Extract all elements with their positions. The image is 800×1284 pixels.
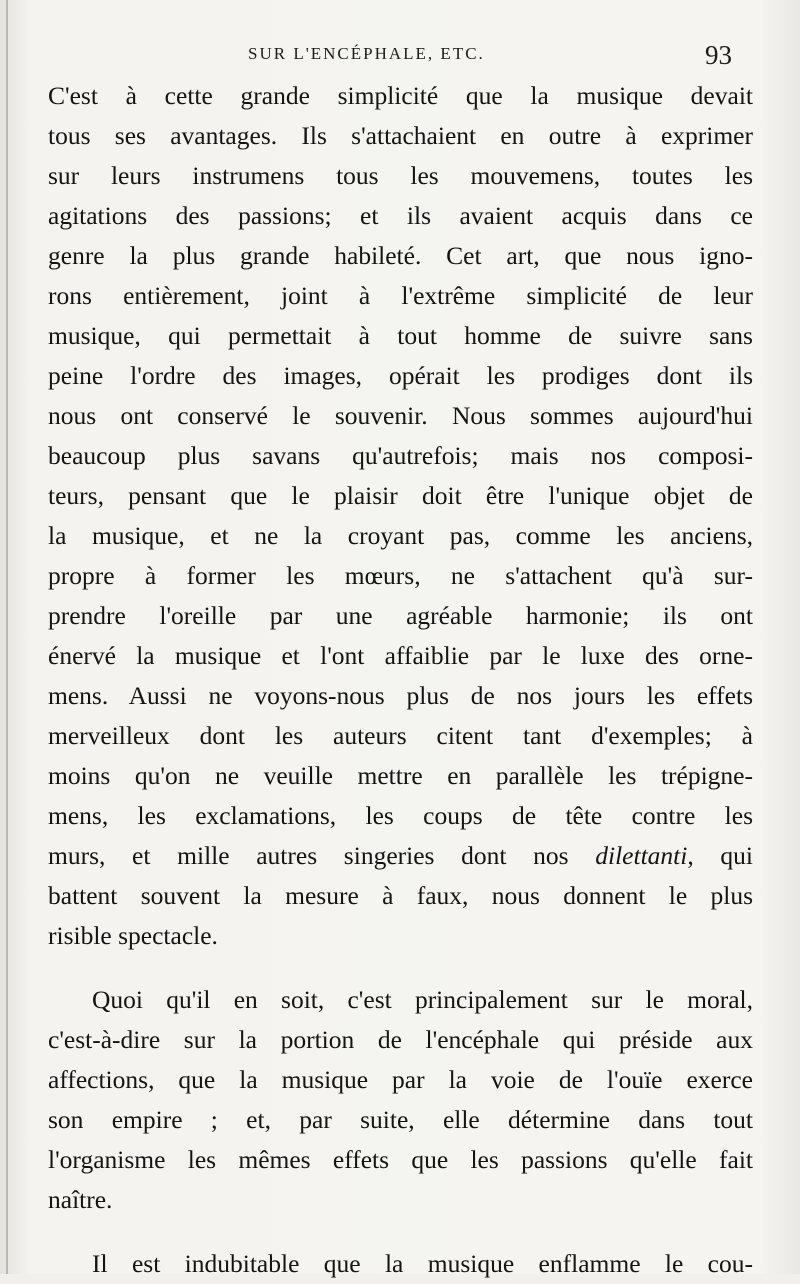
text-line: mens. Aussi ne voyons-nous plus de nos jours les effets (48, 681, 753, 710)
text-line: peine l'ordre des images, opérait les prodiges dont ils (48, 361, 753, 390)
text-line: moins qu'on ne veuille mettre en parallèle les trépigne- (48, 761, 753, 790)
page-number: 93 (705, 40, 732, 70)
paragraph-3 (48, 1244, 753, 1284)
text-line: battent souvent la mesure à faux, nous donnent le plus (48, 881, 753, 910)
text-line: mens, les exclamations, les coups de tête contre les (48, 801, 753, 830)
text-line: propre à former les mœurs, ne s'attachent qu'à sur- (48, 561, 753, 590)
running-head (0, 40, 800, 74)
paragraph-1 (48, 76, 753, 956)
text-line: Il est indubitable que la musique enflamme le cou- (92, 1249, 753, 1278)
paragraph-gap (48, 956, 753, 980)
text-line: beaucoup plus savans qu'autrefois; mais nos composi- (48, 441, 753, 470)
text-line: rons entièrement, joint à l'extrême simplicité de leur (48, 281, 753, 310)
text-line: son empire ; et, par suite, elle détermine dans tout (48, 1105, 753, 1134)
text-line: teurs, pensant que le plaisir doit être l'unique objet de (48, 481, 753, 510)
italic-word: dilettanti (595, 841, 688, 870)
text-line: musique, qui permettait à tout homme de suivre sans (48, 321, 753, 350)
text-line: tous ses avantages. Ils s'attachaient en outre à exprimer (48, 121, 753, 150)
text-span: murs, et mille autres singeries dont nos (48, 841, 569, 870)
text-line: affections, que la musique par la voie de l'ouïe exerce (48, 1065, 753, 1094)
running-title: SUR L'ENCÉPHALE, ETC. (248, 44, 485, 63)
text-line: la musique, et ne la croyant pas, comme les anciens, (48, 521, 753, 550)
text-line: c'est-à-dire sur la portion de l'encéphale qui préside aux (48, 1025, 753, 1054)
text-line: naître. (48, 1185, 113, 1214)
text-line: prendre l'oreille par une agréable harmonie; ils ont (48, 601, 753, 630)
text-line: énervé la musique et l'ont affaiblie par le luxe des orne- (48, 641, 753, 670)
text-span: , qui (687, 841, 753, 870)
text-line-with-italic (48, 836, 753, 876)
text-line: sur leurs instrumens tous les mouvemens, toutes les (48, 161, 753, 190)
text-line: genre la plus grande habileté. Cet art, que nous igno- (48, 241, 753, 270)
text-line: risible spectacle. (48, 921, 218, 950)
text-line: C'est à cette grande simplicité que la musique devait (48, 81, 753, 110)
page-gutter-edge (6, 0, 8, 1274)
text-line: agitations des passions; et ils avaient acquis dans ce (48, 201, 753, 230)
text-line: merveilleux dont les auteurs citent tant d'exemples; à (48, 721, 753, 750)
text-line: nous ont conservé le souvenir. Nous sommes aujourd'hui (48, 401, 753, 430)
paragraph-gap (48, 1220, 753, 1244)
body-text (48, 76, 753, 1284)
paragraph-2 (48, 980, 753, 1220)
text-line: l'organisme les mêmes effets que les passions qu'elle fait (48, 1145, 753, 1174)
text-line: Quoi qu'il en soit, c'est principalement sur le moral, (92, 985, 753, 1014)
